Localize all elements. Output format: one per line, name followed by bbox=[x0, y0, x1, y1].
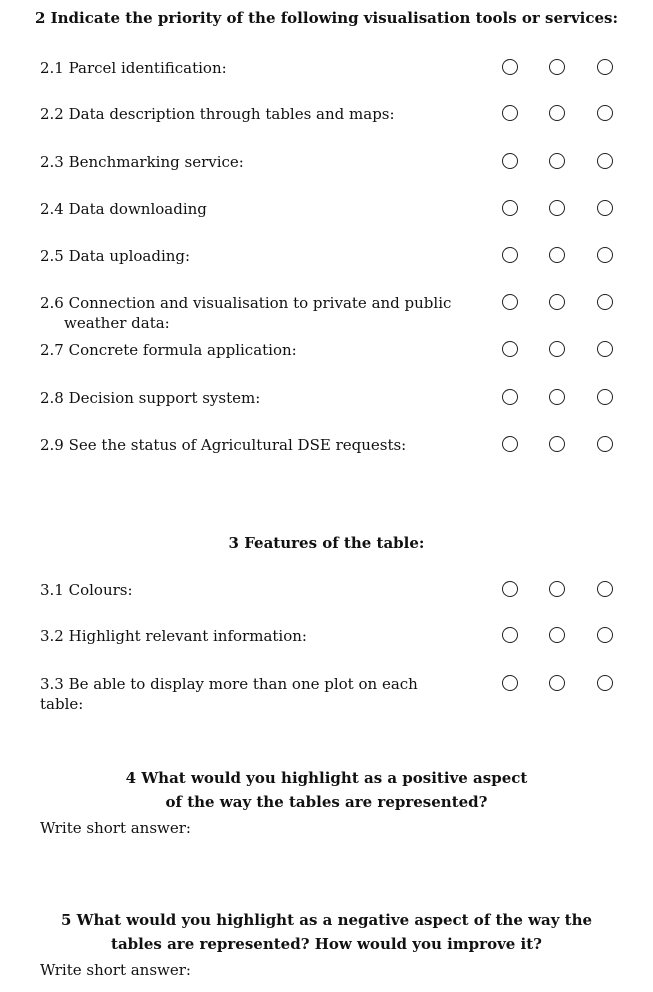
question-label: 2.5 Data uploading: bbox=[40, 247, 191, 265]
section-5-title-line-2: tables are represented? How would you improve it? bbox=[111, 935, 542, 953]
question-label: 2.7 Concrete formula application: bbox=[40, 341, 297, 359]
priority-radio-1[interactable] bbox=[502, 153, 518, 169]
section-4-title-line-1: 4 What would you highlight as a positive aspect bbox=[125, 769, 528, 787]
question-label: 2.1 Parcel identification: bbox=[40, 59, 227, 77]
question-row-3-2 bbox=[0, 626, 653, 666]
priority-radio-3[interactable] bbox=[597, 247, 613, 263]
priority-radio-2[interactable] bbox=[549, 389, 565, 405]
priority-radio-1[interactable] bbox=[502, 627, 518, 643]
priority-radio-2[interactable] bbox=[549, 341, 565, 357]
priority-radio-2[interactable] bbox=[549, 675, 565, 691]
question-row-2-9 bbox=[0, 435, 653, 475]
priority-radio-1[interactable] bbox=[502, 436, 518, 452]
priority-radio-1[interactable] bbox=[502, 59, 518, 75]
priority-radio-1[interactable] bbox=[502, 389, 518, 405]
priority-radio-3[interactable] bbox=[597, 675, 613, 691]
priority-radio-2[interactable] bbox=[549, 105, 565, 121]
priority-radio-1[interactable] bbox=[502, 200, 518, 216]
question-row-2-3 bbox=[0, 152, 653, 192]
question-label: 2.8 Decision support system: bbox=[40, 389, 261, 407]
question-row-2-2 bbox=[0, 104, 653, 144]
question-row-3-3 bbox=[0, 674, 653, 714]
priority-radio-3[interactable] bbox=[597, 153, 613, 169]
priority-radio-3[interactable] bbox=[597, 627, 613, 643]
short-answer-label: Write short answer: bbox=[40, 819, 191, 837]
priority-radio-2[interactable] bbox=[549, 59, 565, 75]
priority-radio-2[interactable] bbox=[549, 581, 565, 597]
priority-radio-3[interactable] bbox=[597, 294, 613, 310]
priority-radio-1[interactable] bbox=[502, 581, 518, 597]
question-label-line-1: 2.6 Connection and visualisation to private and public bbox=[40, 294, 452, 312]
priority-radio-3[interactable] bbox=[597, 59, 613, 75]
priority-radio-2[interactable] bbox=[549, 436, 565, 452]
question-label bbox=[40, 293, 460, 333]
priority-radio-3[interactable] bbox=[597, 200, 613, 216]
priority-radio-1[interactable] bbox=[502, 247, 518, 263]
question-label: 2.9 See the status of Agricultural DSE requests: bbox=[40, 436, 407, 454]
priority-radio-2[interactable] bbox=[549, 627, 565, 643]
question-label: 2.3 Benchmarking service: bbox=[40, 153, 244, 171]
section-5-title-line-1: 5 What would you highlight as a negative aspect of the way the bbox=[60, 911, 593, 929]
priority-radio-3[interactable] bbox=[597, 341, 613, 357]
question-row-2-1 bbox=[0, 58, 653, 98]
priority-radio-3[interactable] bbox=[597, 105, 613, 121]
question-row-2-6 bbox=[0, 293, 653, 333]
section-3-title: 3 Features of the table: bbox=[228, 534, 425, 552]
priority-radio-1[interactable] bbox=[502, 341, 518, 357]
section-2-title: 2 Indicate the priority of the following visualisation tools or services: bbox=[34, 9, 619, 27]
priority-radio-1[interactable] bbox=[502, 294, 518, 310]
priority-radio-2[interactable] bbox=[549, 153, 565, 169]
priority-radio-3[interactable] bbox=[597, 581, 613, 597]
priority-radio-2[interactable] bbox=[549, 294, 565, 310]
priority-radio-2[interactable] bbox=[549, 200, 565, 216]
section-4-title-line-2: of the way the tables are represented? bbox=[165, 793, 488, 811]
question-row-3-1 bbox=[0, 580, 653, 620]
question-label: 3.3 Be able to display more than one plot on each table: bbox=[40, 675, 418, 713]
short-answer-label: Write short answer: bbox=[40, 961, 191, 979]
priority-radio-1[interactable] bbox=[502, 675, 518, 691]
question-label-line-2: weather data: bbox=[64, 314, 170, 332]
question-row-2-5 bbox=[0, 246, 653, 286]
priority-radio-2[interactable] bbox=[549, 247, 565, 263]
question-label: 3.1 Colours: bbox=[40, 581, 133, 599]
priority-radio-3[interactable] bbox=[597, 436, 613, 452]
question-row-2-7 bbox=[0, 340, 653, 380]
question-row-2-4 bbox=[0, 199, 653, 239]
priority-radio-1[interactable] bbox=[502, 105, 518, 121]
priority-radio-3[interactable] bbox=[597, 389, 613, 405]
question-row-2-8 bbox=[0, 388, 653, 428]
question-label: 2.2 Data description through tables and maps: bbox=[40, 105, 395, 123]
question-label: 2.4 Data downloading bbox=[40, 200, 207, 218]
question-label: 3.2 Highlight relevant information: bbox=[40, 627, 307, 645]
